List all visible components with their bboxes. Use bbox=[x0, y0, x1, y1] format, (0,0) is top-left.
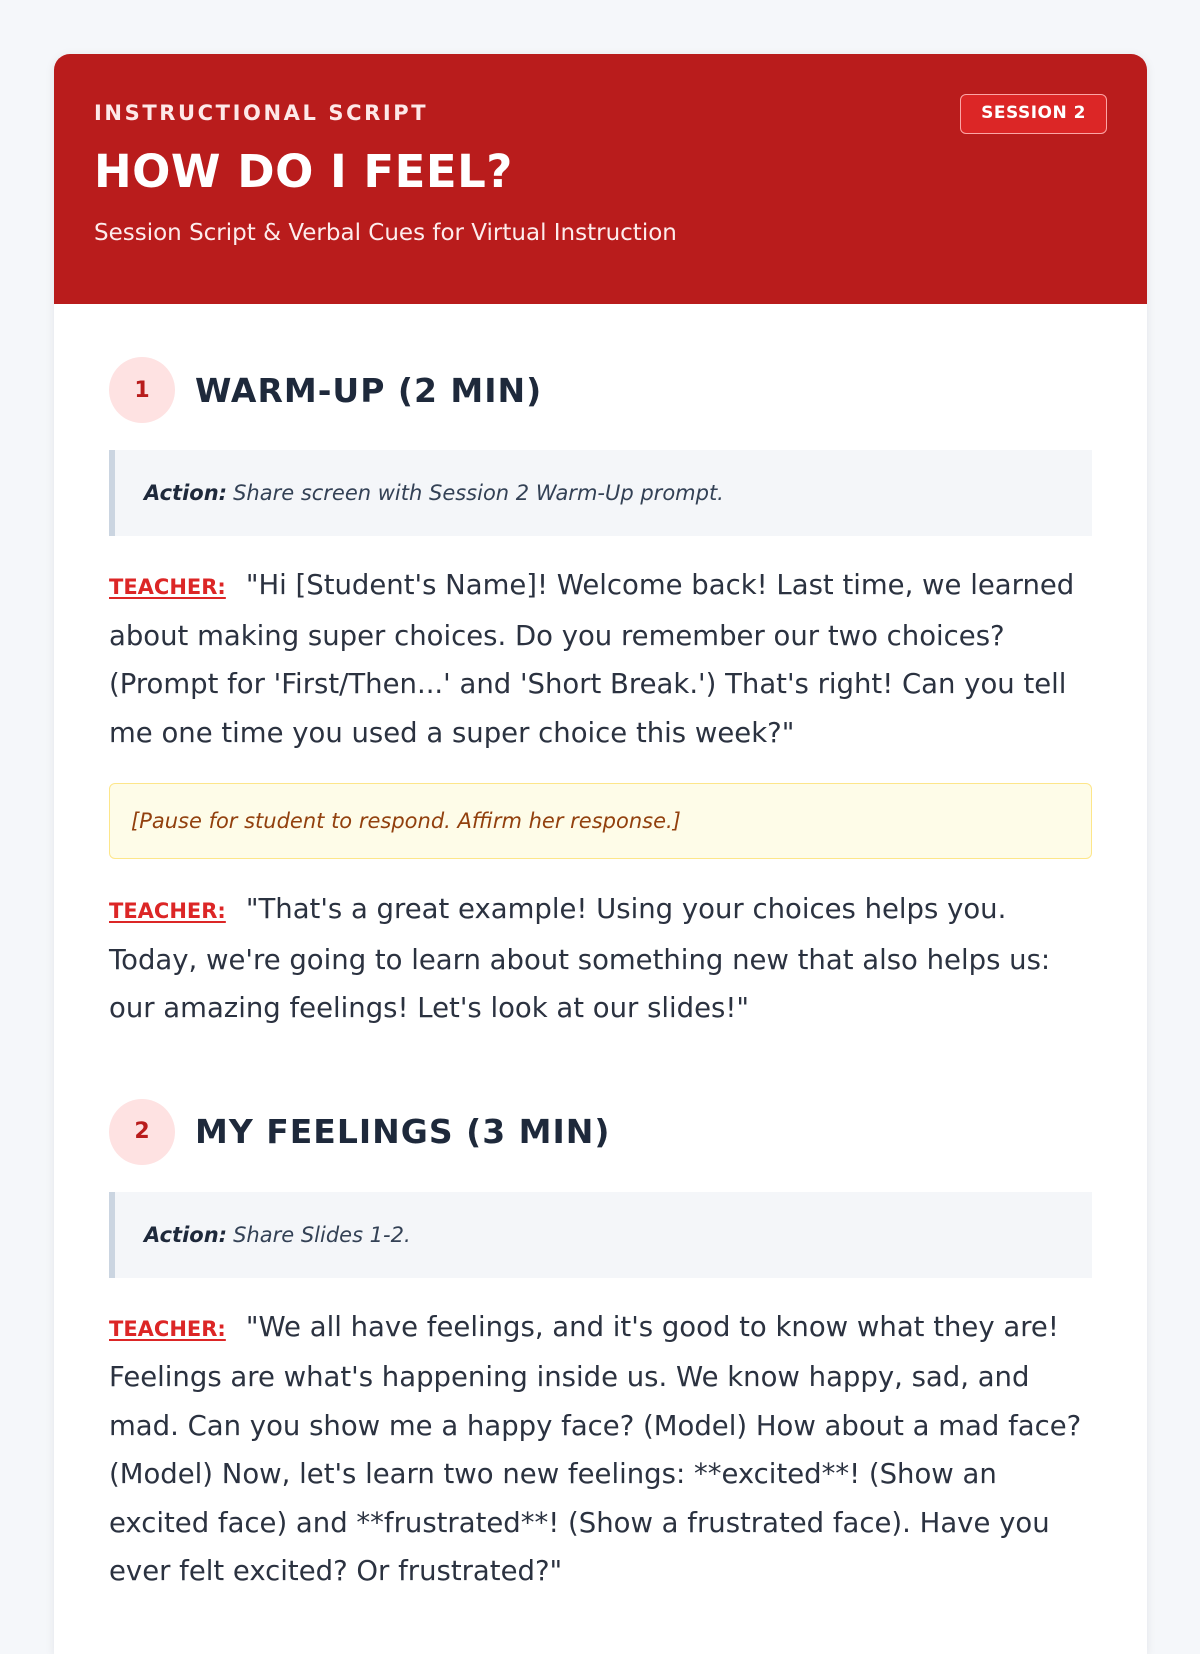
action-label: Action: bbox=[144, 481, 228, 505]
script-header bbox=[54, 54, 1147, 304]
section-title: WARM-UP (2 MIN) bbox=[195, 370, 543, 410]
teacher-line bbox=[109, 1303, 1092, 1596]
page-subtitle: Session Script & Verbal Cues for Virtual Instruction bbox=[94, 220, 677, 246]
teacher-line-text: "We all have feelings, and it's good to know what they are! Feelings are what's happening inside us. We know happy, sad, and mad. Can you show me a happy face? (Model) How about a mad face? (Model) Now, let's learn two new feelings: **excited**! (Show an excited face) and **frustrated**! (Show a frustrated face). Have you ever felt excited? Or frustrated?" bbox=[109, 1310, 1082, 1587]
action-text: Share screen with Session 2 Warm-Up prompt. bbox=[233, 481, 724, 505]
action-callout bbox=[109, 450, 1092, 536]
section-title: MY FEELINGS (3 MIN) bbox=[195, 1112, 611, 1151]
page-title: HOW DO I FEEL? bbox=[94, 145, 513, 198]
pause-note: [Pause for student to respond. Affirm her response.] bbox=[109, 783, 1092, 859]
speaker-label: TEACHER: bbox=[109, 1316, 226, 1341]
section-header-my-feelings bbox=[109, 1099, 1092, 1165]
section-number-badge: 1 bbox=[109, 357, 175, 423]
header-eyebrow: INSTRUCTIONAL SCRIPT bbox=[94, 101, 429, 125]
teacher-line-text: "That's a great example! Using your choices helps you. Today, we're going to learn about something new that also helps us: our amazing feelings! Let's look at our slides!" bbox=[109, 893, 1051, 1024]
script-body bbox=[54, 357, 1147, 1596]
action-callout bbox=[109, 1192, 1092, 1278]
speaker-label: TEACHER: bbox=[109, 899, 226, 923]
session-badge: SESSION 2 bbox=[960, 94, 1107, 134]
teacher-line bbox=[109, 885, 1092, 1033]
speaker-label: TEACHER: bbox=[109, 575, 226, 599]
section-number-badge: 2 bbox=[109, 1099, 175, 1165]
action-label: Action: bbox=[144, 1222, 228, 1247]
section-header-warm-up bbox=[109, 357, 1092, 423]
script-card bbox=[54, 54, 1147, 1654]
teacher-line-text: "Hi [Student's Name]! Welcome back! Last time, we learned about making super choices. Do you remember our two choices? (Prompt for 'First/Then...' and 'Short Break.') That's right! Can you tell me one time you used a super choice this week?" bbox=[109, 569, 1075, 749]
teacher-line bbox=[109, 561, 1092, 757]
action-text: Share Slides 1-2. bbox=[233, 1222, 411, 1247]
